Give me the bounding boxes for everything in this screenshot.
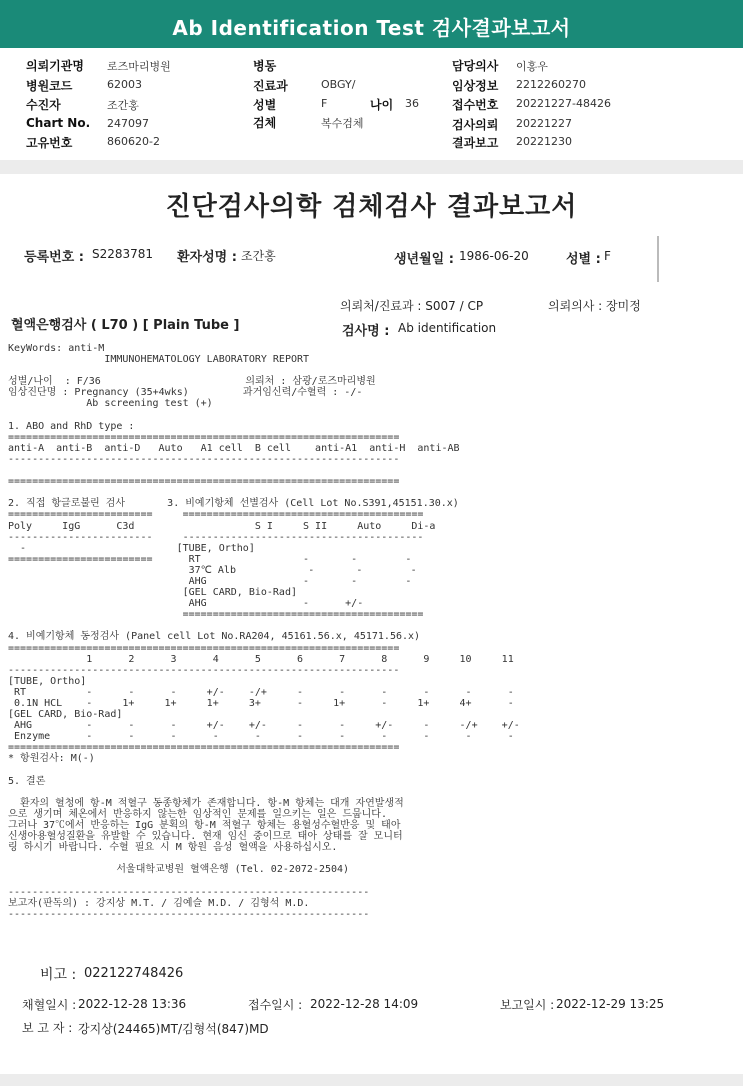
report-line: Poly IgG C3d S I S II Auto Di-a (8, 520, 436, 532)
collect-label: 채혈일시 : (22, 998, 77, 1012)
report-line: ------------------------------------------------------------ (8, 908, 370, 920)
report-line: anti-A anti-B anti-D Auto A1 cell B cell anti-A1 anti-H anti-AB (8, 442, 460, 454)
chart-label: Chart No. (26, 116, 91, 130)
ward-label: 병동 (253, 59, 277, 73)
report-line: 임상진단명 : Pregnancy (35+4wks) 과거임신력/수혈력 : -/- (8, 387, 363, 399)
report-line: ======================== RT - - - (8, 553, 412, 565)
report-line: Ab screening test (+) (8, 398, 213, 410)
doctor-value: 이홍우 (516, 60, 548, 73)
receipt-value: 2022-12-28 14:09 (310, 997, 419, 1011)
report-line: IMMUNOHEMATOLOGY LABORATORY REPORT (8, 354, 310, 366)
report-line: * 항원검사: M(-) (8, 753, 95, 765)
dob-label: 생년월일 : (394, 252, 454, 267)
report-line: 서울대학교병원 혈액은행 (Tel. 02-2072-2504) (8, 864, 350, 876)
report-line: 37℃ Alb - - - (8, 564, 417, 576)
report-line: 으로 생기며 체온에서 반응하지 않는한 임상적인 문제를 일으키는 일은 드뭅니다. (8, 808, 387, 820)
report-line: 5. 결론 (8, 775, 46, 787)
report-line: ================================================================= (8, 642, 400, 654)
paper-sex-label: 성별 : (566, 252, 601, 267)
receiver-label: 수진자 (26, 98, 61, 112)
report-line: ================================================================= (8, 476, 400, 488)
collect-value: 2022-12-28 13:36 (78, 997, 187, 1011)
report-line (8, 787, 520, 798)
age-label: 나이 (370, 98, 394, 112)
report-line: 그러나 37℃에서 반응하는 IgG 분획의 항-M 적혈구 항체는 용혈성수혈반응 및 태아 (8, 820, 401, 832)
report-label: 결과보고 (452, 136, 499, 150)
code-value: 62003 (107, 78, 142, 91)
report-line (8, 487, 520, 498)
request-label: 검사의뢰 (452, 118, 499, 132)
report-line: ----------------------------------------------------------------- (8, 664, 400, 676)
reg-value: S2283781 (92, 247, 154, 261)
report-line: ----------------------------------------------------------------- (8, 453, 400, 465)
report-line: 신생아용혈성질환을 유발할 수 있습니다. 현재 임신 중이므로 태아 상태를 잘 모니터 (8, 831, 403, 843)
clinical-value: 2212260270 (516, 78, 586, 91)
report-time-label: 보고일시 : (500, 998, 555, 1012)
test-value: Ab identification (398, 321, 497, 335)
sex-label: 성별 (253, 98, 277, 112)
report-line: 1. ABO and RhD type : (8, 420, 135, 432)
request-value: 20221227 (516, 117, 572, 130)
report-line: 2. 직접 항글로불린 검사 3. 비예기항체 선별검사 (Cell Lot No.S391,45151.30.x) (8, 498, 459, 510)
report-line: [GEL CARD, Bio-Rad] (8, 709, 123, 721)
report-line: 0.1N HCL - 1+ 1+ 1+ 3+ - 1+ - 1+ 4+ - (8, 698, 514, 709)
report-line (8, 876, 520, 887)
report-line: AHG - - - +/- +/- - - +/- - -/+ +/- (8, 720, 520, 732)
report-line: ------------------------ ---------------------------------------- (8, 531, 424, 543)
exam-title: 혈액은행검사 ( L70 ) [ Plain Tube ] (11, 318, 240, 333)
name-value: 조간홍 (241, 249, 276, 263)
report-time-value: 2022-12-29 13:25 (556, 997, 665, 1011)
code-label: 병원코드 (26, 79, 73, 93)
chart-value: 247097 (107, 117, 149, 130)
report-line: [GEL CARD, Bio-Rad] (8, 587, 297, 599)
specimen-label: 검체 (253, 116, 277, 130)
bigo-label: 비고 : (40, 967, 77, 983)
lab-report-body (8, 343, 520, 920)
report-line: ================================================================= (8, 431, 400, 443)
test-label: 검사명 : (342, 324, 390, 339)
report-line: 성별/나이 : F/36 의뢰처 : 삼광/로즈마리병원 (8, 376, 376, 388)
sex-value: F (321, 97, 328, 110)
dept-label: 진료과 (253, 79, 288, 93)
separator (0, 160, 743, 174)
dept-value: OBGY/ (321, 78, 356, 91)
reporter-value: 강지상(24465)MT/김형석(847)MD (78, 1022, 269, 1036)
report-line: 환자의 혈청에 항-M 적혈구 동종항체가 존재합니다. 항-M 항체는 대개 자연발생적 (8, 797, 404, 809)
report-line: ======================== ======================================== (8, 509, 424, 521)
report-line (8, 410, 520, 421)
hospital-value: 로즈마리병원 (107, 60, 171, 73)
report-line: ======================================== (8, 609, 424, 621)
title-banner (0, 0, 743, 48)
reporter-label: 보 고 자 : (22, 1021, 73, 1035)
unique-value: 860620-2 (107, 135, 160, 148)
banner-title: Ab Identification Test 검사결과보고서 (172, 16, 571, 40)
report-value: 20221230 (516, 135, 572, 148)
report-line: RT - - - +/- -/+ - - - - - - (8, 686, 514, 698)
report-line: AHG - - - (8, 575, 412, 587)
dept-info: 의뢰처/진료과 : S007 / CP (340, 299, 484, 313)
bigo-value: 022122748426 (84, 966, 184, 981)
report-line: [TUBE, Ortho] (8, 675, 87, 687)
doctor-label: 담당의사 (452, 59, 499, 73)
report-line (8, 765, 520, 776)
hospital-label: 의뢰기관명 (26, 59, 84, 73)
paper-sex-value: F (604, 249, 611, 263)
report-line: KeyWords: anti-M (8, 343, 105, 354)
receipt-label: 접수일시 : (248, 998, 303, 1012)
receiver-value: 조간홍 (107, 99, 139, 112)
dob-value: 1986-06-20 (459, 249, 529, 263)
report-line: AHG - +/- (8, 598, 364, 610)
report-line: 보고자(판독의) : 강지상 M.T. / 김예슬 M.D. / 김형석 M.D. (8, 897, 310, 909)
specimen-value: 복수검체 (321, 117, 364, 130)
report-line: 링 하시기 바랍니다. 수혈 필요 시 M 항원 음성 혈액을 사용하십시오. (8, 842, 338, 854)
reg-label: 등록번호 : (24, 250, 84, 265)
report-line: ------------------------------------------------------------ (8, 886, 370, 898)
report-line: ================================================================= (8, 742, 400, 754)
unique-label: 고유번호 (26, 136, 73, 150)
age-value: 36 (405, 97, 419, 110)
report-line: - [TUBE, Ortho] (8, 542, 255, 554)
report-line: Enzyme - - - - - - - - - - - (8, 731, 514, 743)
report-line: 4. 비예기항체 동정검사 (Panel cell Lot No.RA204, 45161.56.x, 45171.56.x) (8, 631, 421, 643)
scan-edge-mark (657, 236, 659, 282)
report-title: 진단검사의학 검체검사 결과보고서 (165, 192, 578, 222)
clinical-label: 임상정보 (452, 79, 499, 93)
report-line (8, 620, 520, 631)
accession-label: 접수번호 (452, 98, 499, 112)
report-line (8, 365, 520, 376)
doctor-info: 의뢰의사 : 장미정 (548, 299, 641, 313)
accession-value: 20221227-48426 (516, 97, 611, 110)
report-line: 1 2 3 4 5 6 7 8 9 10 11 (8, 653, 514, 665)
report-line (8, 853, 520, 864)
report-line (8, 465, 520, 476)
name-label: 환자성명 : (177, 250, 237, 265)
